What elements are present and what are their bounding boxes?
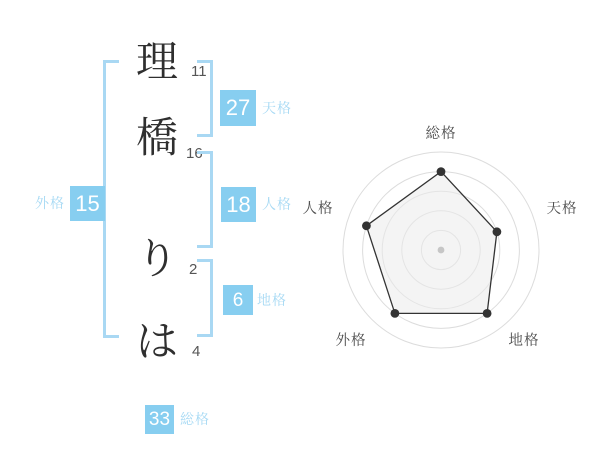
name-char-4: は: [135, 318, 178, 365]
radar-data-polygon: [366, 172, 497, 314]
soukaku-value-box: 33: [145, 405, 174, 434]
jinkaku-bracket: [197, 151, 213, 248]
chikaku-bracket: [197, 259, 213, 337]
stroke-count-1: 11: [191, 63, 207, 80]
tenkaku-label: 天格: [262, 100, 292, 116]
radar-data-point: [483, 309, 492, 318]
chikaku-label: 地格: [257, 292, 287, 308]
radar-data-point: [362, 221, 371, 230]
chikaku-value-box: 6: [223, 285, 253, 315]
fortune-radar-chart: [291, 100, 591, 400]
radar-axis-label-1: 総格: [425, 126, 457, 142]
jinkaku-label: 人格: [262, 196, 292, 212]
stroke-count-2: 16: [186, 145, 203, 162]
jinkaku-value-box: 18: [221, 187, 256, 222]
gaikaku-bracket: [103, 60, 119, 338]
gaikaku-label: 外格: [35, 195, 65, 211]
radar-data-point: [493, 227, 502, 236]
radar-axis-label-4: 外格: [335, 333, 367, 349]
radar-data-point: [391, 309, 400, 318]
gaikaku-value-box: 15: [70, 186, 105, 221]
name-char-3: り: [135, 235, 178, 282]
radar-axis-label-2: 天格: [546, 201, 578, 217]
radar-axis-label-5: 人格: [302, 201, 334, 217]
radar-data-point: [437, 167, 446, 176]
radar-svg: [291, 100, 591, 400]
tenkaku-value-box: 27: [220, 90, 256, 126]
radar-center-dot: [438, 247, 445, 254]
soukaku-label: 総格: [180, 411, 210, 427]
stroke-count-4: 4: [192, 343, 201, 360]
radar-axis-label-3: 地格: [508, 333, 540, 349]
tenkaku-bracket: [197, 60, 213, 137]
name-char-2: 橋: [135, 114, 178, 161]
stroke-count-3: 2: [189, 261, 198, 278]
name-char-1: 理: [135, 38, 178, 85]
